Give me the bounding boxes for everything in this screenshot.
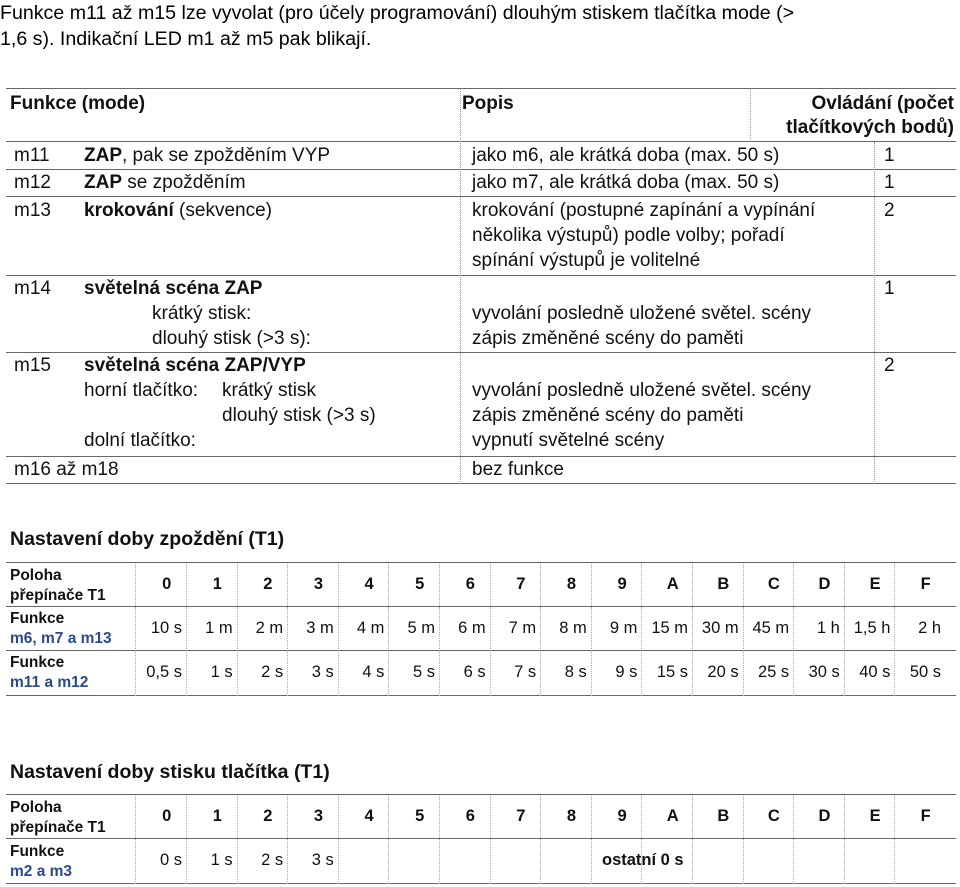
position-6: 6 <box>465 807 475 825</box>
row-function-long-press: dlouhý stisk (>3 s): <box>152 328 311 349</box>
position-2: 2 <box>263 575 273 593</box>
row-description-2: několika výstupů) podle volby; pořadí <box>472 225 785 246</box>
position-f: F <box>920 807 931 825</box>
intro-text <box>0 0 960 52</box>
delay-row-m11-m12 <box>6 651 956 696</box>
press-table <box>6 794 956 885</box>
position-a: A <box>666 807 679 825</box>
position-c: C <box>767 575 780 593</box>
row-points: 1 <box>884 278 895 299</box>
value-cell: 2 s <box>261 663 284 681</box>
function-table <box>6 84 956 484</box>
header-label: Poloha přepínače T1 <box>10 799 106 836</box>
row-code: m14 <box>14 278 51 299</box>
row-function: krokování (sekvence) <box>84 200 272 221</box>
row-description-3: zápis změněné scény do paměti <box>472 405 744 426</box>
row-label: Funkce m6, m7 a m13 <box>10 610 112 647</box>
value-cell: 5 m <box>407 619 435 637</box>
value-cell: 1 s <box>210 663 233 681</box>
position-3: 3 <box>313 807 324 825</box>
value-cell: 1 m <box>205 619 233 637</box>
position-4: 4 <box>364 807 374 825</box>
value-cell: 25 s <box>758 663 790 681</box>
row-function: ZAP se zpožděním <box>84 172 246 193</box>
row-description-1: krokování (postupné zapínání a vypínání <box>472 200 816 221</box>
row-function-upper-button: horní tlačítko: <box>84 380 199 401</box>
row-description-3: zápis změněné scény do paměti <box>472 328 744 349</box>
position-8: 8 <box>566 807 577 825</box>
table-row <box>6 353 956 457</box>
position-7: 7 <box>516 575 526 593</box>
position-d: D <box>818 575 831 593</box>
row-points: 2 <box>884 355 895 376</box>
value-cell: 30 m <box>701 619 739 637</box>
value-cell: 15 s <box>656 663 688 681</box>
row-description: jako m7, ale krátká doba (max. 50 s) <box>472 172 780 193</box>
value-cell: 30 s <box>808 663 840 681</box>
position-f: F <box>920 575 931 593</box>
value-cell: 8 s <box>564 663 587 681</box>
position-e: E <box>869 575 881 593</box>
press-header-row <box>6 794 956 839</box>
row-function-short-press: krátký stisk: <box>152 303 252 324</box>
row-function: ZAP, pak se zpožděním VYP <box>84 145 331 166</box>
table-row <box>6 197 956 276</box>
value-cell: 3 s <box>311 851 334 869</box>
value-cell: 7 s <box>514 663 537 681</box>
row-function-lower-button: dolní tlačítko: <box>84 430 196 451</box>
value-cell: 6 s <box>463 663 486 681</box>
delay-table <box>6 562 956 696</box>
position-c: C <box>767 807 780 825</box>
row-description-3: spínání výstupů je volitelné <box>472 250 701 271</box>
value-cell: 4 m <box>356 619 385 637</box>
value-cell: 3 s <box>311 663 334 681</box>
position-e: E <box>869 807 881 825</box>
value-cell: 1,5 h <box>853 619 891 637</box>
row-label: Funkce m2 a m3 <box>10 843 73 880</box>
position-6: 6 <box>465 575 475 593</box>
position-9: 9 <box>617 575 627 593</box>
position-b: B <box>717 575 730 593</box>
value-cell: 7 m <box>508 619 537 637</box>
row-code: m13 <box>14 200 51 221</box>
row-function: světelná scéna ZAP/VYP <box>84 355 306 376</box>
position-3: 3 <box>313 575 324 593</box>
header-ctrl-2: tlačítkových bodů) <box>786 117 954 138</box>
position-5: 5 <box>415 807 425 825</box>
position-a: A <box>666 575 679 593</box>
value-cell: 8 m <box>559 619 587 637</box>
row-points: 1 <box>884 145 895 166</box>
value-cell: 9 m <box>609 619 638 637</box>
row-description-4: vypnutí světelné scény <box>472 430 665 451</box>
row-points: 1 <box>884 172 895 193</box>
delay-header-row <box>6 562 956 607</box>
value-cell: 6 m <box>458 619 486 637</box>
position-1: 1 <box>212 575 222 593</box>
value-cell: 1 s <box>210 851 233 869</box>
position-b: B <box>717 807 730 825</box>
header-desc: Popis <box>462 93 514 114</box>
row-points: 2 <box>884 200 895 221</box>
press-row-m2-m3 <box>6 839 956 884</box>
row-function-long-press: dlouhý stisk (>3 s) <box>222 405 376 426</box>
table-row <box>6 457 956 484</box>
value-cell: 0,5 s <box>146 663 182 681</box>
header-label: Poloha přepínače T1 <box>10 567 106 604</box>
value-cell: 2 m <box>255 619 284 637</box>
intro-line-2: 1,6 s). Indikační LED m1 až m5 pak blikají. <box>0 28 372 50</box>
position-9: 9 <box>617 807 627 825</box>
row-description-2: vyvolání posledně uložené světel. scény <box>472 380 812 401</box>
value-cell: 1 h <box>816 619 840 637</box>
value-cell: 9 s <box>615 663 638 681</box>
row-description: jako m6, ale krátká doba (max. 50 s) <box>472 145 780 166</box>
row-function-short-press: krátký stisk <box>222 380 316 401</box>
row-label: Funkce m11 a m12 <box>10 654 89 691</box>
header-mode: Funkce (mode) <box>10 93 146 114</box>
value-cell: 45 m <box>752 619 790 637</box>
position-0: 0 <box>162 575 172 593</box>
position-7: 7 <box>516 807 526 825</box>
position-2: 2 <box>263 807 273 825</box>
position-4: 4 <box>364 575 374 593</box>
table-row <box>6 170 956 197</box>
value-cell: 15 m <box>651 619 688 637</box>
row-description: bez funkce <box>472 459 564 480</box>
position-5: 5 <box>415 575 425 593</box>
value-cell: 40 s <box>859 663 891 681</box>
position-8: 8 <box>566 575 577 593</box>
header-ctrl-1: Ovládání (počet <box>811 93 954 114</box>
position-1: 1 <box>212 807 222 825</box>
position-0: 0 <box>162 807 172 825</box>
table-row <box>6 276 956 353</box>
function-table-header <box>6 88 956 142</box>
value-cell: 10 s <box>150 619 182 637</box>
value-cell: 2 h <box>918 619 941 637</box>
row-code: m15 <box>14 355 51 376</box>
value-cell: 2 s <box>261 851 284 869</box>
row-code: m12 <box>14 172 51 193</box>
position-d: D <box>818 807 831 825</box>
row-code: m11 <box>14 145 50 166</box>
delay-row-m6-m7-m13 <box>6 607 956 651</box>
intro-line-1: Funkce m11 až m15 lze vyvolat (pro účely programování) dlouhým stiskem tlačítka mode (> <box>0 2 795 24</box>
value-cell: 20 s <box>707 663 739 681</box>
value-cell: 5 s <box>412 663 435 681</box>
press-section-title: Nastavení doby stisku tlačítka (T1) <box>10 761 330 783</box>
table-row <box>6 142 956 170</box>
row-function: světelná scéna ZAP <box>84 278 263 299</box>
row-description-2: vyvolání posledně uložené světel. scény <box>472 303 812 324</box>
delay-section-title: Nastavení doby zpoždění (T1) <box>10 528 285 550</box>
value-cell: 4 s <box>362 663 385 681</box>
other-positions-value: ostatní 0 s <box>602 851 684 869</box>
value-cell: 0 s <box>159 851 182 869</box>
value-cell: 3 m <box>306 619 334 637</box>
row-code: m16 až m18 <box>14 459 119 480</box>
value-cell: 50 s <box>909 663 941 681</box>
